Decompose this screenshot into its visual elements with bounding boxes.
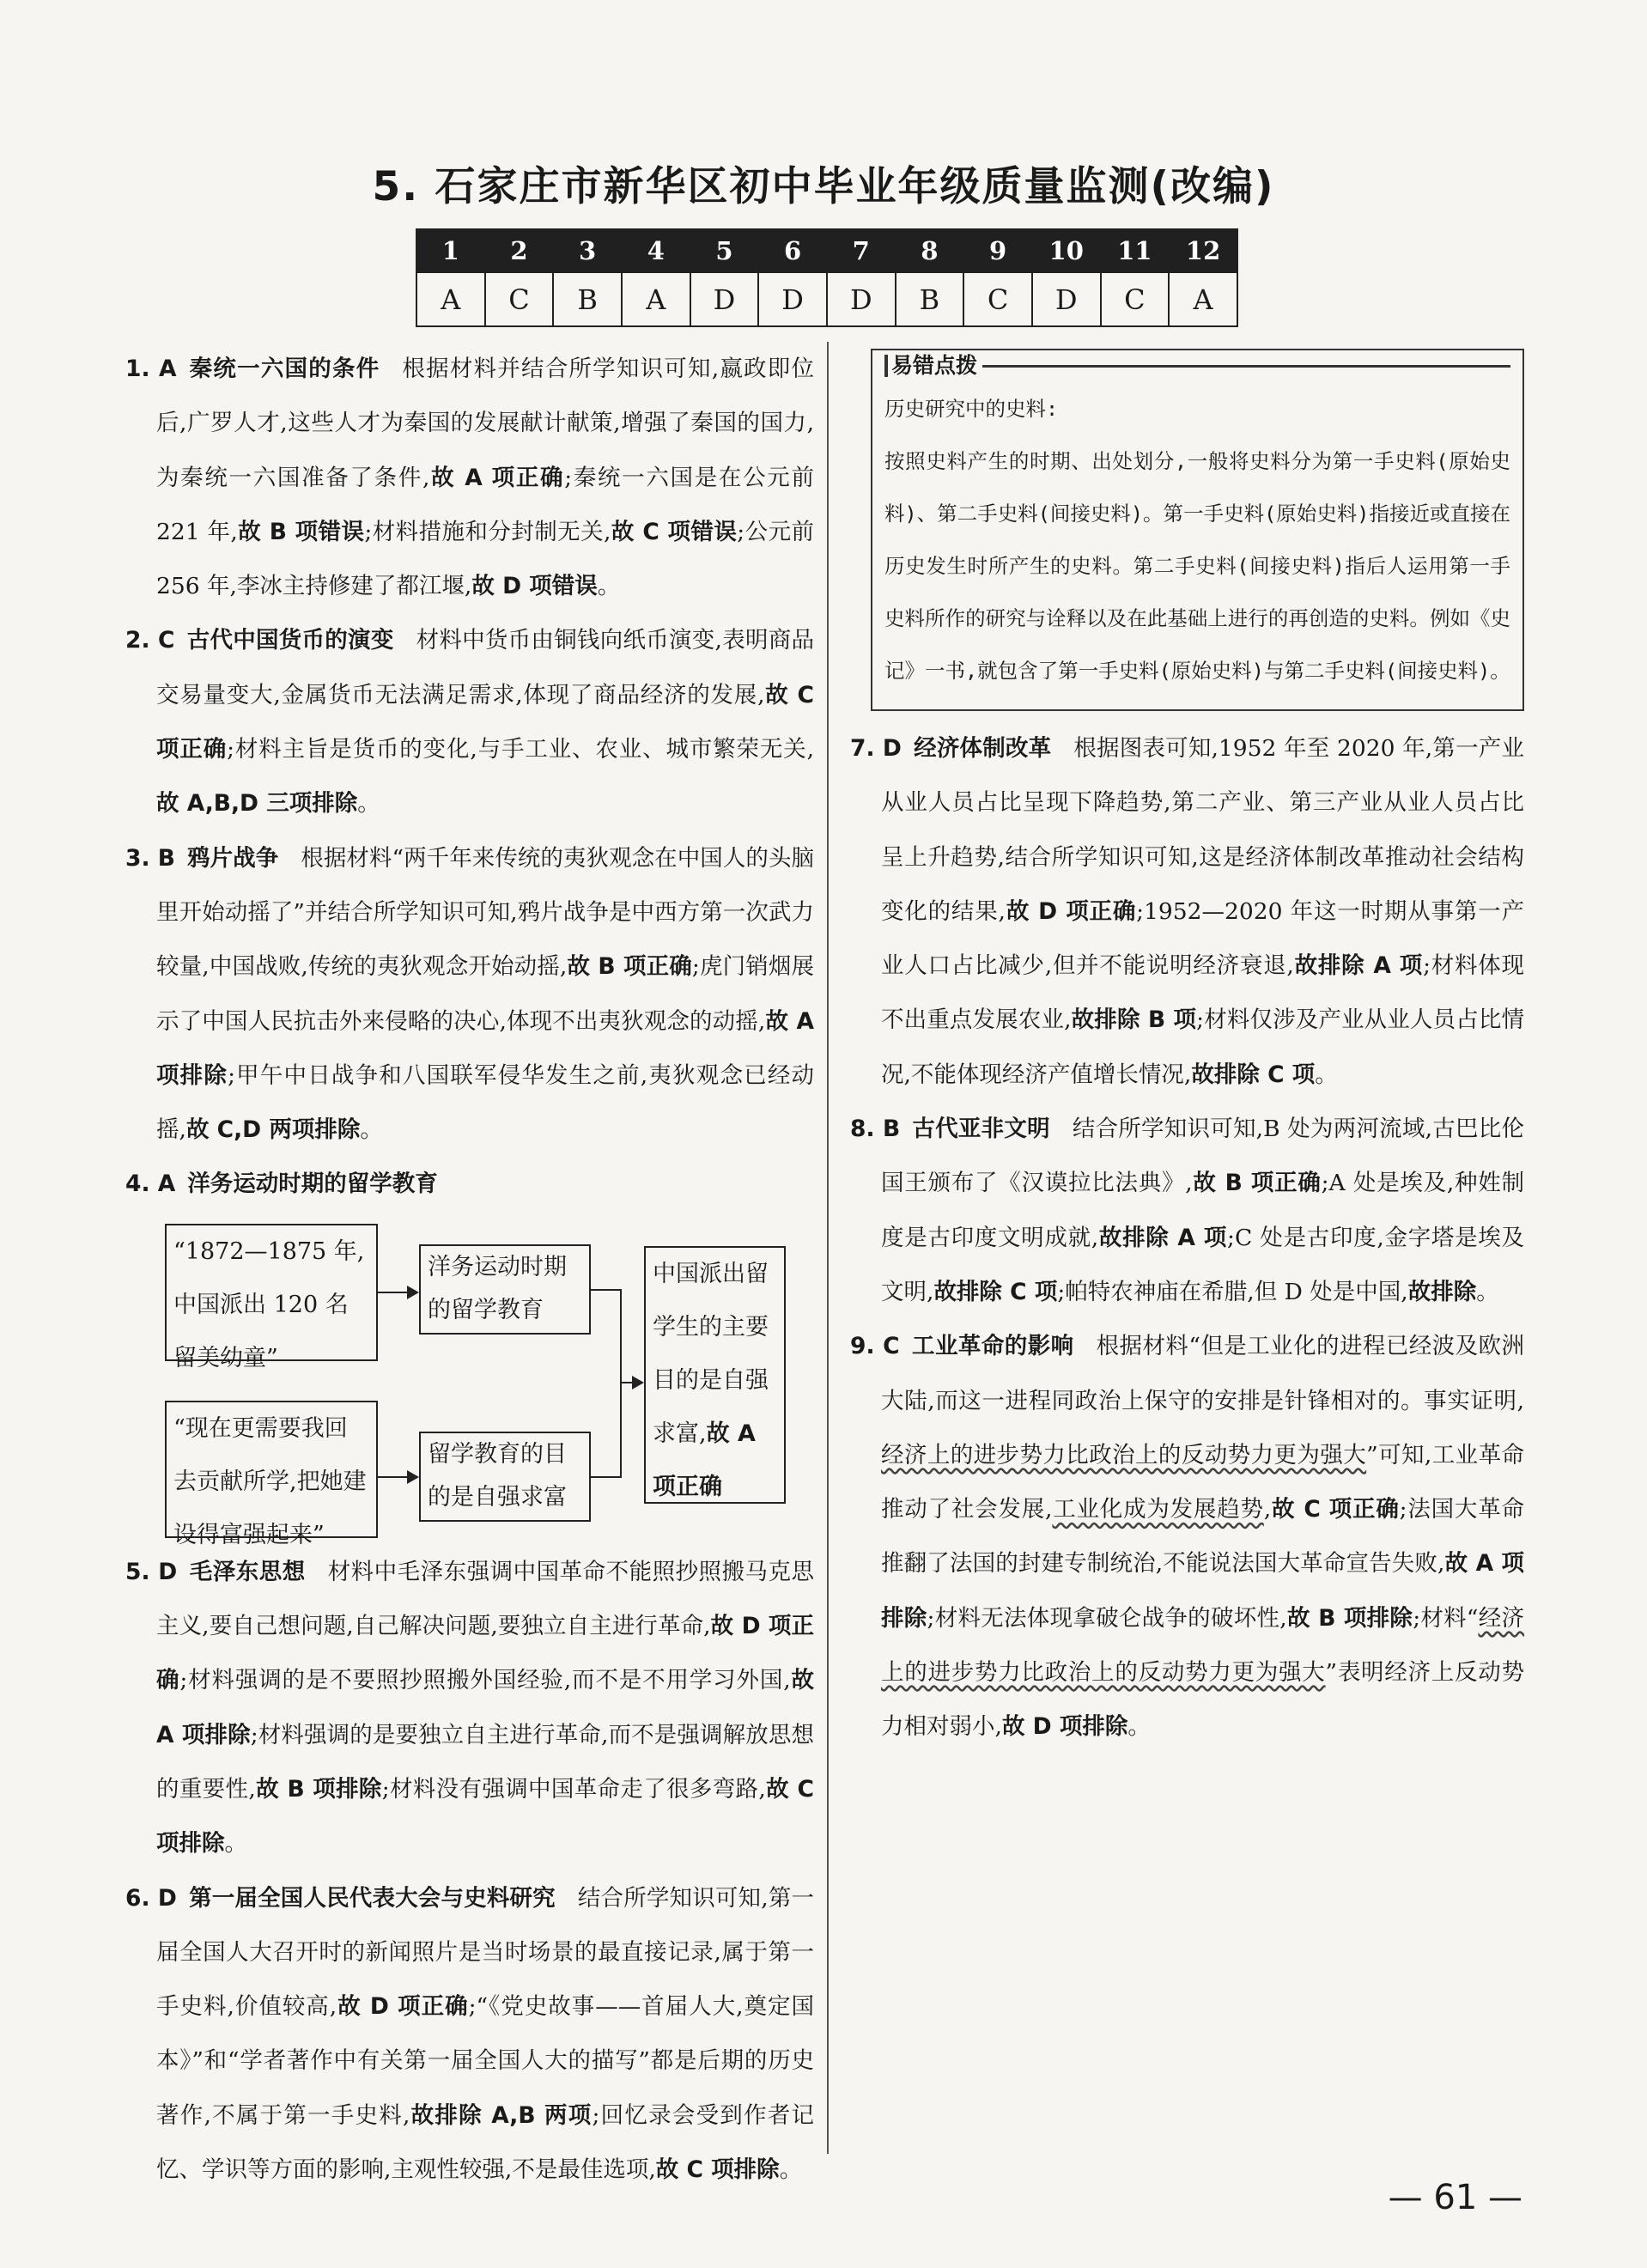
arrow-right-icon [407,1286,419,1299]
connector-line [620,1382,632,1383]
answer-value: D [690,272,759,326]
item-text: , [1263,1496,1272,1523]
item-conclusion: 故排除 [1407,1278,1477,1305]
item-number: 3. B [125,844,175,872]
tip-title-bar [884,355,888,377]
item-conclusion: 故排除 B 项 [1071,1006,1197,1034]
item-conclusion: 故 B 项排除 [255,1775,382,1803]
tip-title-text: 易错点拨 [891,353,978,378]
item-text: 。 [597,573,621,600]
arrow-right-icon [407,1470,419,1484]
item-text: 。 [357,790,380,818]
item-conclusion: 故 D 项正确 [156,1613,815,1694]
answer-table-value-row [416,272,1237,326]
item-conclusion: 故 C 项正确 [156,681,814,763]
tip-line: 历史研究中的史料: [884,397,1059,421]
connector-line [378,1292,407,1293]
tip-line: 按照史料产生的时期、出处划分,一般将史料分为第一手史料(原始史料)、第二手史料(间接史料)。第一手史料(原始史料)指接近或直接在历史发生时所产生的史料。第二手史料(间接史料)指后人运用第一手史料所作的研究与诠释以及在此基础上进行的再创造的史料。例如《史记》一书,就包含了第一手史料(原始史料)与第二手史料(间接史料)。 [884,449,1510,683]
item-text: 。 [1127,1713,1151,1741]
item-conclusion: 故 B 项排除 [1286,1604,1413,1632]
diagram-box-material-1 [165,1224,378,1371]
answer-value: A [622,272,690,326]
item-text: 结合所学知识可知,B 处为两河流域,古巴比伦国王颁布了《汉谟拉比法典》, [881,1116,1524,1197]
item-conclusion: 故 C 项错误 [611,518,738,545]
item-text: ;甲午中日战争和八国联军侵华发生之前,夷狄观念已经动摇, [156,1061,815,1144]
item-text: ;虎门销烟展示了中国人民抗击外来侵略的决心,体现不出夷狄观念的动摇, [156,953,814,1035]
answer-number: 2 [485,229,554,272]
item-text: ;材料仅涉及产业从业人员占比情况,不能体现经济产值增长情况, [881,1006,1524,1088]
item-topic: 古代亚非文明 [912,1116,1050,1143]
item-text: 根据材料并结合所学知识可知,嬴政即位后,广罗人才,这些人才为秦国的发展献计献策,增强了秦国的国力,为秦统一六国准备了条件, [156,356,814,491]
item-text: ;回忆录会受到作者记忆、学识等方面的影响,主观性较强,不是最佳选项, [156,2101,814,2184]
tip-title-rule [982,365,1510,368]
item-text: ;材料强调的是要独立自主进行革命,而不是强调解放思想的重要性, [156,1721,814,1803]
item-conclusion: 故 D 项排除 [1001,1713,1128,1741]
item-topic: 古代中国货币的演变 [186,627,394,654]
item-topic: 第一届全国人民代表大会与史料研究 [188,1884,556,1912]
item-text: ;材料“ [1413,1604,1479,1632]
item-conclusion: 故 A 项排除 [156,1007,814,1089]
answer-number: 3 [553,229,622,272]
item-conclusion: 故 A,B,D 三项排除 [156,790,358,818]
item-conclusion: 故 C,D 两项排除 [185,1116,361,1144]
item-text: ”可知,工业革命推动了社会发展, [881,1441,1524,1523]
answer-value: D [827,272,896,326]
answer-value: B [896,272,964,326]
item-topic: 工业革命的影响 [911,1333,1074,1360]
item-text: ;材料没有强调中国革命走了很多弯路, [381,1775,766,1803]
diagram-box-inference-2 [419,1432,591,1522]
answer-number: 7 [827,229,896,272]
answer-value: A [1169,272,1237,326]
answer-item-3 [125,831,814,1158]
answer-item-1 [125,342,814,613]
answer-number: 4 [622,229,690,272]
connector-line [620,1289,622,1478]
item-text: 根据材料“两千年来传统的夷狄观念在中国人的头脑里开始动摇了”并结合所学知识可知,鸦片战争是中西方第一次武力较量,中国战败,传统的夷狄观念开始动摇, [156,844,814,981]
item-conclusion: 故 B 项正确 [567,953,692,981]
item-conclusion: 故排除 C 项 [933,1278,1058,1305]
item-conclusion: 故 A 项正确 [429,464,565,491]
item-emphasis: 经济上的进步势力比政治上的反动势力更为强大 [881,1441,1367,1468]
item-text: ;C 处是古印度,金字塔是埃及文明, [881,1224,1524,1305]
item-topic: 毛泽东思想 [189,1558,306,1585]
item-conclusion: 故 A 项排除 [881,1550,1524,1632]
item-conclusion: 故 D 项错误 [471,573,598,600]
item-conclusion: 故 D 项正确 [337,1993,469,2021]
item-topic: 鸦片战争 [186,844,279,872]
answer-value: C [485,272,554,326]
answer-number: 11 [1101,229,1170,272]
item-text: 。 [1476,1278,1499,1305]
diagram-text: “现在更需要我回去贡献所学,把她建设得富强起来” [173,1414,367,1548]
connector-line [591,1289,620,1291]
item-number: 4. A [125,1170,176,1198]
answer-number: 1 [416,229,485,272]
connector-line [378,1476,407,1478]
answer-number: 5 [690,229,759,272]
answer-number: 12 [1169,229,1237,272]
item-conclusion: 故 C 项正确 [1271,1496,1400,1523]
diagram-text: 留学教育的目的是自强求富 [428,1440,567,1511]
answer-item-4 [125,1157,814,1211]
item-text: 。 [779,2156,803,2184]
reasoning-diagram [156,1212,845,1548]
item-number: 2. C [125,627,175,654]
item-number: 7. D [850,735,902,762]
item-text: ;帕特农神庙在希腊,但 D 处是中国, [1057,1278,1408,1305]
item-conclusion: 故 B 项错误 [237,518,365,545]
item-conclusion: 故排除 C 项 [1191,1061,1316,1088]
answer-number: 6 [758,229,827,272]
item-topic: 秦统一六国的条件 [188,356,380,382]
item-text: ;材料无法体现拿破仑战争的破坏性, [927,1604,1287,1632]
arrow-right-icon [632,1376,644,1389]
item-topic: 洋务运动时期的留学教育 [187,1170,438,1198]
error-tip-title [884,349,1510,383]
item-text: 结合所学知识可知,第一届全国人大召开时的新闻照片是当时场景的最直接记录,属于第一手史料,价值较高, [156,1884,814,2021]
item-conclusion: 故排除 A 项 [1098,1224,1228,1251]
item-topic: 经济体制改革 [913,735,1052,762]
item-number: 1. A [125,356,177,382]
diagram-text: 中国派出留学生的主要目的是自强求富, [653,1260,769,1447]
answer-table [416,228,1238,327]
page-title: 5. 石家庄市新华区初中毕业年级质量监测(改编) [372,163,1275,210]
item-conclusion: 故 C 项排除 [156,1775,814,1858]
answer-item-5 [125,1545,814,1871]
answer-item-7 [850,721,1524,1102]
answer-value: A [416,272,485,326]
item-text: ;公元前 256 年,李冰主持修建了都江堰, [156,518,814,600]
answer-number: 10 [1032,229,1101,272]
diagram-conclusion: 故 A 项正确 [653,1420,756,1500]
answer-item-2 [125,613,814,830]
page-number: — 61 — [1388,2178,1522,2217]
item-conclusion: 故 C 项排除 [655,2156,780,2184]
answer-value: C [1101,272,1170,326]
item-text: ;A 处是埃及,种姓制度是古印度文明成就, [881,1170,1524,1251]
item-number: 5. D [125,1558,178,1585]
item-text: ;材料体现不出重点发展农业, [881,952,1524,1034]
error-tip-box [871,349,1524,711]
answer-item-8 [850,1102,1524,1319]
item-text: ;法国大革命推翻了法国的封建专制统治,不能说法国大革命宣告失败, [881,1496,1524,1578]
diagram-box-inference-1 [419,1244,591,1335]
diagram-text: 洋务运动时期的留学教育 [428,1253,567,1323]
connector-line [591,1476,620,1478]
answer-value: D [758,272,827,326]
item-text: 材料中毛泽东强调中国革命不能照抄照搬马克思主义,要自己想问题,自己解决问题,要独立自主进行革命, [156,1558,815,1640]
item-number: 8. B [850,1116,901,1143]
item-number: 6. D [125,1884,177,1912]
item-text: ;1952—2020 年这一时期从事第一产业人口占比减少,但并不能说明经济衰退, [881,897,1524,980]
item-emphasis: 经济上的进步势力比政治上的反动势力更为强大 [881,1604,1525,1687]
item-text: 根据材料“但是工业化的进程已经波及欧洲大陆,而这一进程同政治上保守的安排是针锋相对的。事实证明, [881,1333,1524,1414]
item-text: 材料中货币由铜钱向纸币演变,表明商品交易量变大,金属货币无法满足需求,体现了商品经济的发展, [156,627,814,708]
item-text: 。 [224,1830,247,1858]
diagram-box-material-2 [165,1401,378,1548]
item-text: ”表明经济上反动势力相对弱小, [881,1659,1524,1741]
item-text: ;材料强调的是不要照抄照搬外国经验,而不是不用学习外国, [179,1667,791,1694]
answer-table-header-row [416,229,1237,272]
answer-item-6 [125,1871,814,2198]
item-text: 。 [1315,1061,1338,1088]
right-column [850,342,1524,1754]
answer-item-9 [850,1319,1524,1754]
item-text: ;材料措施和分封制无关, [364,518,611,545]
item-text: 根据图表可知,1952 年至 2020 年,第一产业从业人员占比呈现下降趋势,第二产业、第三产业从业人员占比呈上升趋势,结合所学知识可知,这是经济体制改革推动社会结构变化的结果, [881,735,1525,925]
answer-value: B [553,272,622,326]
item-text: ;秦统一六国是在公元前 221 年, [156,464,814,545]
item-emphasis: 工业化成为发展趋势 [1052,1496,1264,1523]
item-number: 9. C [850,1333,900,1360]
answer-number: 9 [963,229,1032,272]
item-conclusion: 故排除 A,B 两项 [410,2101,593,2129]
item-conclusion: 故 D 项正确 [1006,897,1137,925]
left-column [125,342,814,2197]
answer-value: C [963,272,1032,326]
item-text: 。 [360,1116,383,1144]
item-text: ;“《党史故事——首届人大,奠定国本》”和“学者著作中有关第一届全国人大的描写”都是后期的历史著作,不属于第一手史料, [156,1993,814,2129]
item-conclusion: 故 A 项排除 [156,1667,815,1748]
answer-value: D [1032,272,1101,326]
item-conclusion: 故排除 A 项 [1293,952,1424,980]
item-conclusion: 故 B 项正确 [1192,1170,1322,1197]
item-text: ;材料主旨是货币的变化,与手工业、农业、城市繁荣无关, [227,736,814,763]
answer-number: 8 [896,229,964,272]
diagram-text: “1872—1875 年,中国派出 120 名留美幼童” [173,1237,365,1371]
diagram-box-conclusion [644,1246,786,1504]
